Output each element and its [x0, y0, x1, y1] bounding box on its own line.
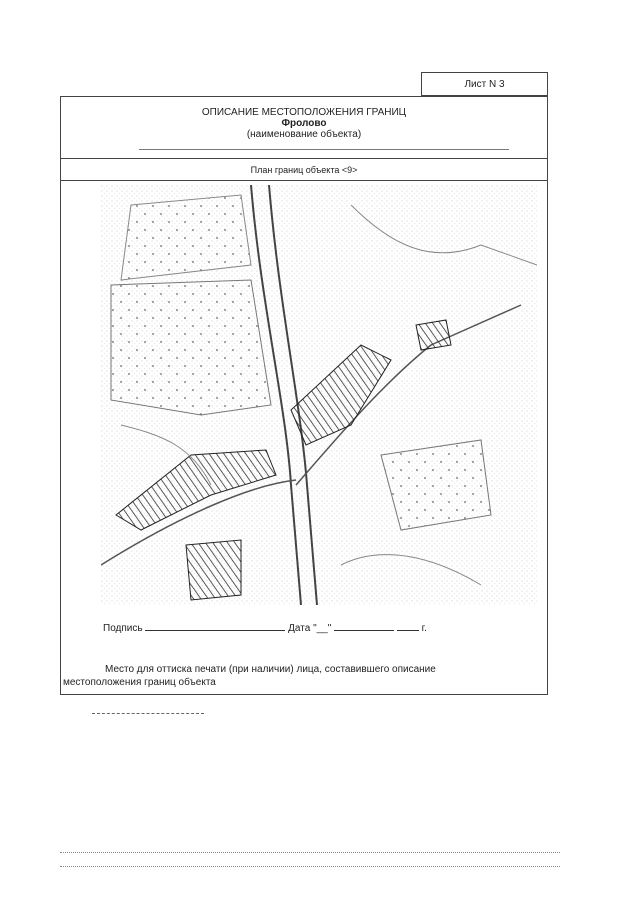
object-caption: (наименование объекта): [246, 129, 362, 140]
header-rule: [139, 149, 509, 150]
header-section: [61, 97, 547, 159]
stamp-note-line2: местоположения границ объекта: [63, 677, 216, 688]
year-suffix: г.: [421, 623, 427, 634]
forest-area: [381, 440, 491, 530]
date-month-blank: [334, 620, 394, 631]
forest-area: [121, 195, 251, 280]
object-name: Фролово: [281, 118, 327, 129]
boundary-map: [101, 185, 537, 605]
plan-title-text: План границ объекта <9>: [250, 164, 358, 175]
document-frame: [60, 96, 548, 695]
hatched-parcel: [416, 320, 451, 350]
plan-title: [61, 159, 547, 181]
dotted-rule: [60, 852, 560, 853]
sheet-number-box: [421, 72, 548, 96]
stamp-note-line1: Место для оттиска печати (при наличии) лица, составившего описание: [105, 664, 436, 675]
signature-line: [103, 620, 427, 634]
signature-label: Подпись: [103, 623, 143, 634]
date-year-blank: [397, 620, 419, 631]
footnote-separator: [92, 713, 204, 714]
date-label: Дата "__": [288, 623, 332, 634]
sheet-number: Лист N 3: [464, 78, 505, 90]
forest-area: [111, 280, 271, 415]
signature-blank: [145, 620, 285, 631]
document-title: ОПИСАНИЕ МЕСТОПОЛОЖЕНИЯ ГРАНИЦ: [201, 107, 407, 118]
hatched-parcel: [186, 540, 241, 600]
dotted-rule: [60, 866, 560, 867]
